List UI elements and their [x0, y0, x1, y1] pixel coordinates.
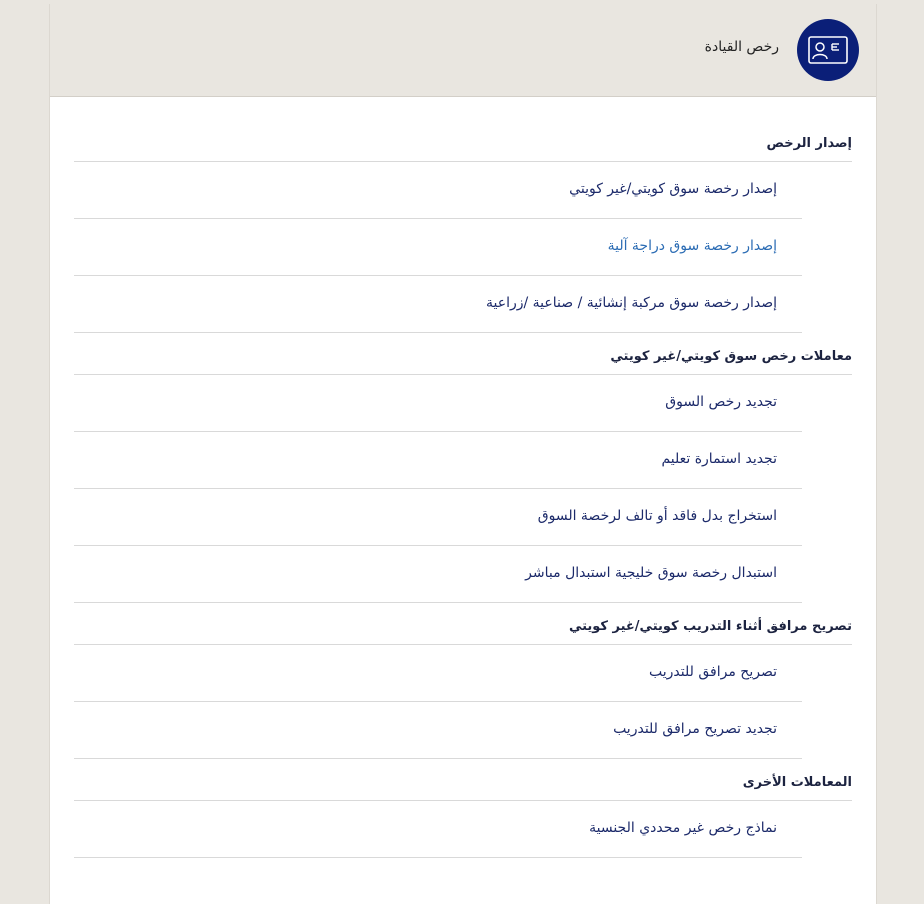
- link-renew-license[interactable]: تجديد رخص السوق: [665, 394, 777, 410]
- driving-licenses-panel: [49, 4, 877, 904]
- services-list: [50, 96, 876, 858]
- link-issue-motorcycle-license[interactable]: إصدار رخصة سوق دراجة آلية: [607, 238, 777, 254]
- page-title: رخص القيادة: [704, 39, 779, 55]
- section-heading-license-transactions: معاملات رخص سوق كويتي/غير كويتي: [74, 333, 852, 375]
- link-renew-learning-form[interactable]: تجديد استمارة تعليم: [661, 451, 777, 467]
- list-item[interactable]: [74, 276, 802, 333]
- list-item[interactable]: [74, 801, 802, 858]
- id-card-icon: [797, 19, 859, 81]
- link-issue-license[interactable]: إصدار رخصة سوق كويتي/غير كويتي: [569, 181, 777, 197]
- list-item[interactable]: [74, 645, 802, 702]
- list-item[interactable]: [74, 546, 802, 603]
- list-item[interactable]: [74, 489, 802, 546]
- link-issue-construction-vehicle-license[interactable]: إصدار رخصة سوق مركبة إنشائية / صناعية /زراعية: [486, 295, 777, 311]
- link-replace-lost-license[interactable]: استخراج بدل فاقد أو تالف لرخصة السوق: [537, 508, 777, 524]
- list-item[interactable]: [74, 219, 802, 276]
- link-stateless-license-forms[interactable]: نماذج رخص غير محددي الجنسية: [589, 820, 777, 836]
- link-training-companion-permit[interactable]: تصريح مرافق للتدريب: [649, 664, 777, 680]
- link-renew-training-companion-permit[interactable]: تجديد تصريح مرافق للتدريب: [613, 721, 777, 737]
- panel-header: [50, 4, 876, 97]
- list-item[interactable]: [74, 375, 802, 432]
- list-item[interactable]: [74, 162, 802, 219]
- section-heading-training-companion: تصريح مرافق أثناء التدريب كويتي/غير كويتي: [74, 603, 852, 645]
- section-heading-other-transactions: المعاملات الأخرى: [74, 759, 852, 801]
- link-exchange-gulf-license[interactable]: استبدال رخصة سوق خليجية استبدال مباشر: [525, 565, 777, 581]
- section-heading-issue-licenses: إصدار الرخص: [74, 96, 852, 162]
- list-item[interactable]: [74, 702, 802, 759]
- list-item[interactable]: [74, 432, 802, 489]
